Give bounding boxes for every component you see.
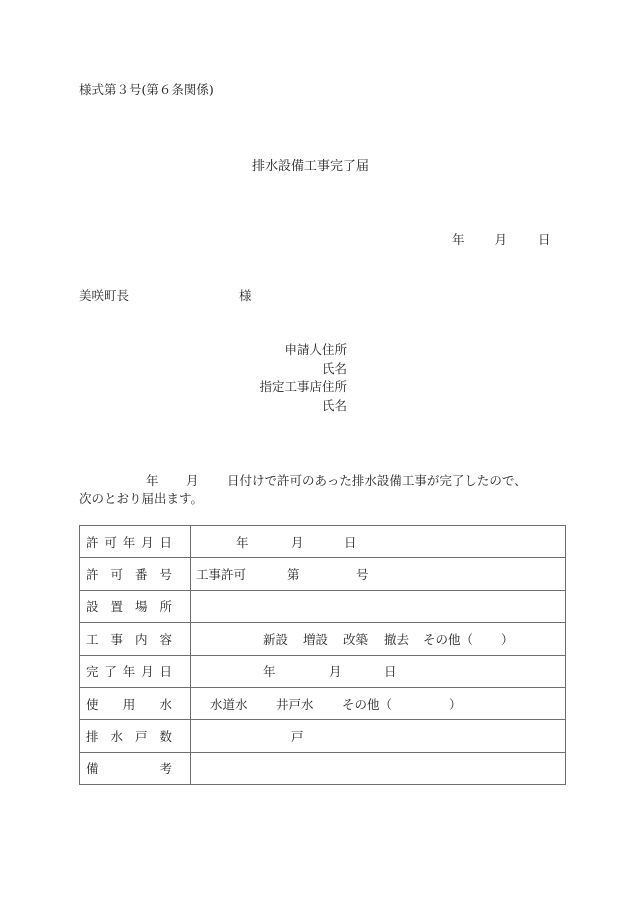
option-other-water[interactable]: その他（ xyxy=(342,696,393,712)
option-tap-water[interactable]: 水道水 xyxy=(210,696,248,712)
row-label: 許 可 年 月 日 xyxy=(80,526,191,558)
row-label: 設 置 場 所 xyxy=(80,590,191,622)
date-year-label: 年 xyxy=(452,232,465,247)
completion-date-field[interactable]: 年 月 日 xyxy=(191,655,566,687)
option-renovation[interactable]: 改築 xyxy=(343,631,369,647)
body-month-label: 月 xyxy=(186,473,199,488)
row-label: 工 事 内 容 xyxy=(80,623,191,655)
table-row-permit-number xyxy=(80,558,566,590)
document-title: 排水設備工事完了届 xyxy=(252,159,370,174)
permit-number-field[interactable]: 工事許可 第 号 xyxy=(191,558,566,590)
permit-date-field[interactable]: 年 月 日 xyxy=(191,526,566,558)
table-row-permit-date xyxy=(80,526,566,558)
contractor-name-label: 氏名 xyxy=(321,397,347,413)
applicant-address-label: 申請人住所 xyxy=(284,342,347,357)
applicant-block xyxy=(200,341,347,415)
table-row-installation-location xyxy=(80,590,566,622)
addressee-honorific: 様 xyxy=(239,288,252,303)
addressee-name: 美咲町長 xyxy=(79,288,130,303)
date-month-label: 月 xyxy=(494,232,508,247)
work-content-field[interactable]: 新設 増設 改築 撤去 その他（ ） xyxy=(191,623,566,655)
table-row-remarks xyxy=(80,752,566,784)
completion-form-table xyxy=(79,525,566,785)
option-new[interactable]: 新設 xyxy=(263,631,289,647)
option-well-water[interactable]: 井戸水 xyxy=(276,696,314,712)
table-row-completion-date xyxy=(80,655,566,687)
option-expansion[interactable]: 増設 xyxy=(303,631,329,647)
addressee xyxy=(79,286,252,304)
row-label: 許 可 番 号 xyxy=(80,558,191,590)
body-year-label: 年 xyxy=(146,473,159,488)
applicant-name-label: 氏名 xyxy=(321,360,347,376)
body-text-line-2: 次のとおり届出ます。 xyxy=(79,491,204,506)
row-label: 完 了 年 月 日 xyxy=(80,655,191,687)
table-row-household-count xyxy=(80,720,566,752)
option-removal[interactable]: 撤去 xyxy=(384,631,410,647)
installation-location-field[interactable] xyxy=(191,590,566,622)
row-label: 使 用 水 xyxy=(80,687,191,719)
table-row-work-content xyxy=(80,623,566,655)
row-label: 排 水 戸 数 xyxy=(80,720,191,752)
row-label: 備 考 xyxy=(80,752,191,784)
table-row-water-used xyxy=(80,687,566,719)
submission-date xyxy=(452,230,551,248)
remarks-field[interactable] xyxy=(191,752,566,784)
body-text: 日付けで許可のあった排水設備工事が完了したので、 xyxy=(227,473,527,488)
option-other[interactable]: その他（ xyxy=(423,631,474,647)
water-used-field[interactable]: 水道水 井戸水 その他（ ） xyxy=(191,687,566,719)
contractor-address-label: 指定工事店住所 xyxy=(259,379,347,394)
household-count-field[interactable]: 戸 xyxy=(191,720,566,752)
date-day-label: 日 xyxy=(538,232,551,247)
form-number: 様式第３号(第６条関係) xyxy=(79,82,214,97)
